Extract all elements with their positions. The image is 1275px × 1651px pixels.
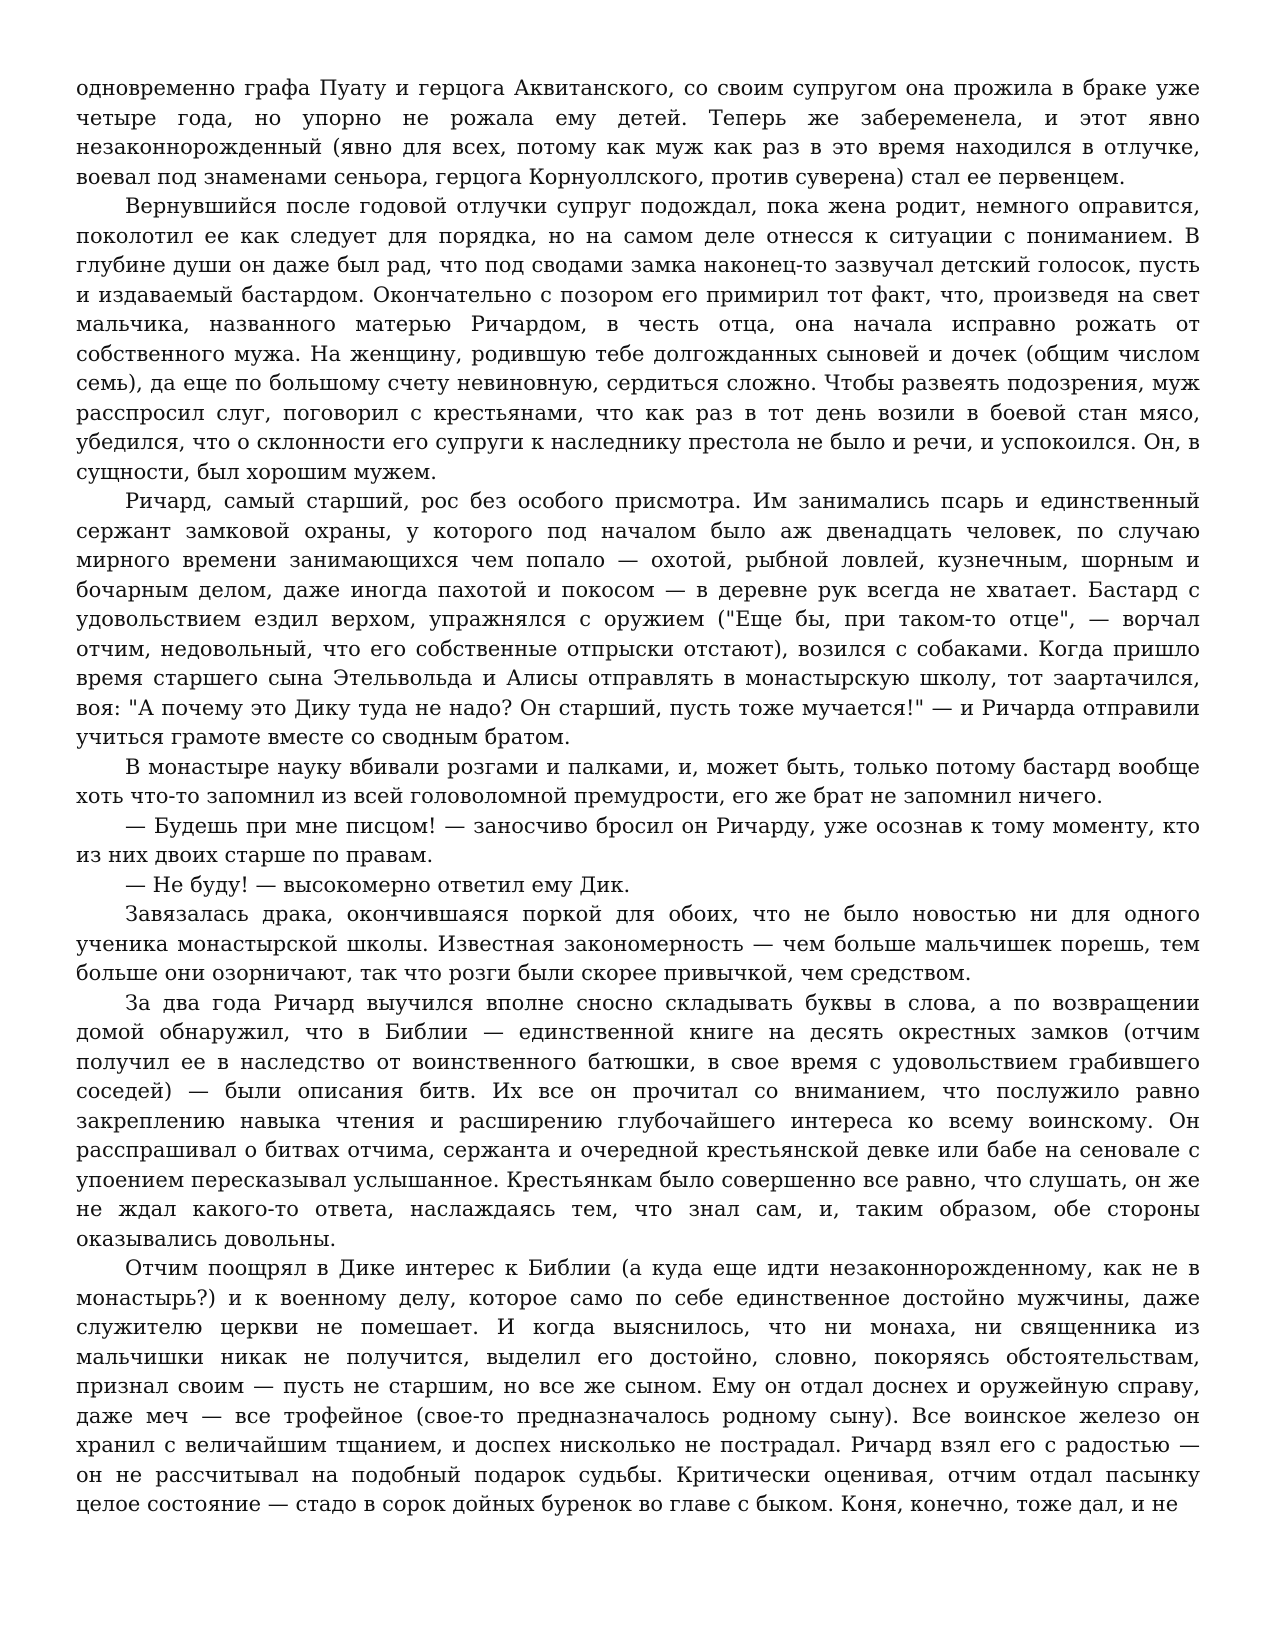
document-page <box>76 74 1200 1520</box>
paragraph-1: одновременно графа Пуату и герцога Аквитанского, со своим супругом она прожила в браке уже четыре года, но упорно не рожала ему детей. Теперь же забеременела, и этот явно незаконнорожденный (явно для всех, потому как муж как раз в это время находился в отлучке, воевал под знаменами сеньора, герцога Корнуоллского, против суверена) стал ее первенцем. <box>76 76 1200 189</box>
paragraph-2: Вернувшийся после годовой отлучки супруг подождал, пока жена родит, немного оправится, поколотил ее как следует для порядка, но на самом деле отнесся к ситуации с пониманием. В глубине души он даже был рад, что под сводами замка наконец-то зазвучал детский голосок, пусть и издаваемый бастардом. Окончательно с позором его примирил тот факт, что, произведя на свет мальчика, названного матерью Ричардом, в честь отца, она начала исправно рожать от собственного мужа. На женщину, родившую тебе долгожданных сыновей и дочек (общим числом семь), да еще по большому счету невиновную, сердиться сложно. Чтобы развеять подозрения, муж расспросил слуг, поговорил с крестьянами, что как раз в тот день возили в боевой стан мясо, убедился, что о склонности его супруги к наследнику престола не было и речи, и успокоился. Он, в сущности, был хорошим мужем. <box>76 194 1200 484</box>
paragraph-6: — Не буду! — высокомерно ответил ему Дик. <box>125 872 631 897</box>
paragraph-4: В монастыре науку вбивали розгами и палками, и, может быть, только потому бастард вообще хоть что-то запомнил из всей головоломной премудрости, его же брат не запомнил ничего. <box>76 754 1200 808</box>
paragraph-3: Ричард, самый старший, рос без особого присмотра. Им занимались псарь и единственный сержант замковой охраны, у которого под началом было аж двенадцать человек, по случаю мирного времени занимающихся чем попало — охотой, рыбной ловлей, кузнечным, шорным и бочарным делом, даже иногда пахотой и покосом — в деревне рук всегда не хватает. Бастард с удовольствием ездил верхом, упражнялся с оружием ("Еще бы, при таком-то отце", — ворчал отчим, недовольный, что его собственные отпрыски отстают), возился с собаками. Когда пришло время старшего сына Этельвольда и Алисы отправлять в монастырскую школу, тот заартачился, воя: "А почему это Дику туда не надо? Он старший, пусть тоже мучается!" — и Ричарда отправили учиться грамоте вместе со сводным братом. <box>76 489 1200 749</box>
paragraph-7: Завязалась драка, окончившаяся поркой для обоих, что не было новостью ни для одного ученика монастырской школы. Известная закономерность — чем больше мальчишек порешь, тем больше они озорничают, так что розги были скорее привычкой, чем средством. <box>76 902 1200 985</box>
paragraph-9: Отчим поощрял в Дике интерес к Библии (а куда еще идти незаконнорожденному, как не в монастырь?) и к военному делу, которое само по себе единственное достойно мужчины, даже служителю церкви не помешает. И когда выяснилось, что ни монаха, ни священника из мальчишки никак не получится, выделил его достойно, словно, покоряясь обстоятельствам, признал своим — пусть не старшим, но все же сыном. Ему он отдал доснех и оружейную справу, даже меч — все трофейное (свое-то предназначалось родному сыну). Все воинское железо он хранил с величайшим тщанием, и доспех нисколько не пострадал. Ричард взял его с радостью — он не рассчитывал на подобный подарок судьбы. Критически оценивая, отчим отдал пасынку целое состояние — стадо в сорок дойных буренок во главе с быком. Коня, конечно, тоже дал, и не <box>76 1256 1200 1516</box>
paragraph-5: — Будешь при мне писцом! — заносчиво бросил он Ричарду, уже осознав к тому моменту, кто из них двоих старше по правам. <box>76 813 1200 867</box>
paragraph-8: За два года Ричард выучился вполне сносно складывать буквы в слова, а по возвращении домой обнаружил, что в Библии — единственной книге на десять окрестных замков (отчим получил ее в наследство от воинственного батюшки, в свое время с удовольствием грабившего соседей) — были описания битв. Их все он прочитал со вниманием, что послужило равно закреплению навыка чтения и расширению глубочайшего интереса ко всему воинскому. Он расспрашивал о битвах отчима, сержанта и очередной крестьянской девке или бабе на сеновале с упоением пересказывал услышанное. Крестьянкам было совершенно все равно, что слушать, он же не ждал какого-то ответа, наслаждаясь тем, что знал сам, и, таким образом, обе стороны оказывались довольны. <box>76 990 1200 1251</box>
